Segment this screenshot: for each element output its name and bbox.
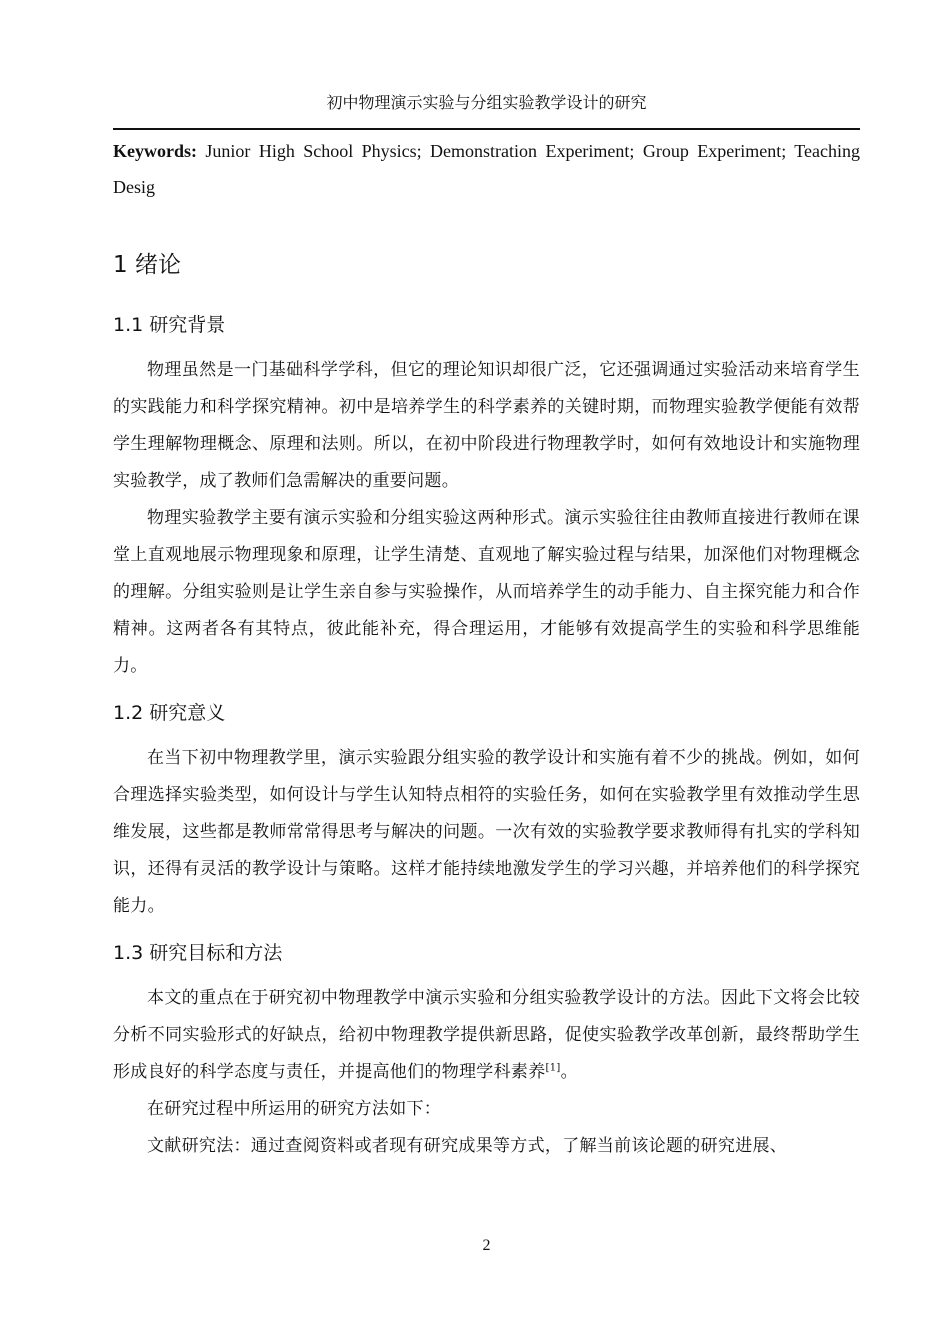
paragraph-text: 本文的重点在于研究初中物理教学中演示实验和分组实验教学设计的方法。因此下文将会比较分析不同实验形式的好缺点，给初中物理教学提供新思路，促使实验教学改革创新，最终帮助学生形成良好的科学态度与责任，并提高他们的物理学科素养	[113, 988, 860, 1082]
keywords-label: Keywords:	[113, 141, 197, 161]
paragraph: 文献研究法：通过查阅资料或者现有研究成果等方式，了解当前该论题的研究进展、	[147, 1136, 788, 1156]
running-header: 初中物理演示实验与分组实验教学设计的研究	[326, 93, 647, 112]
section-title-1-2: 1.2 研究意义	[113, 702, 226, 724]
paragraph-tail: 。	[560, 1062, 578, 1082]
paragraph: 在研究过程中所运用的研究方法如下：	[147, 1099, 442, 1119]
chapter-title: 1 绪论	[113, 252, 181, 278]
keywords-line	[113, 133, 860, 205]
citation-ref[interactable]: [1]	[545, 1062, 561, 1074]
section-title-1-3: 1.3 研究目标和方法	[113, 942, 283, 964]
paragraph: 物理虽然是一门基础科学学科，但它的理论知识却很广泛，它还强调通过实验活动来培育学生的实践能力和科学探究精神。初中是培养学生的科学素养的关键时期，而物理实验教学便能有效帮学生理解物理概念、原理和法则。所以，在初中阶段进行物理教学时，如何有效地设计和实施物理实验教学，成了教师们急需解决的重要问题。	[113, 360, 860, 491]
paragraph	[113, 980, 860, 1091]
paragraph: 物理实验教学主要有演示实验和分组实验这两种形式。演示实验往往由教师直接进行教师在课堂上直观地展示物理现象和原理，让学生清楚、直观地了解实验过程与结果，加深他们对物理概念的理解。分组实验则是让学生亲自参与实验操作，从而培养学生的动手能力、自主探究能力和合作精神。这两者各有其特点，彼此能补充，得合理运用，才能够有效提高学生的实验和科学思维能力。	[113, 508, 860, 676]
keywords-text: Junior High School Physics; Demonstration Experiment; Group Experiment; Teaching Desig	[113, 141, 860, 197]
page-content	[113, 133, 860, 1165]
header-rule	[113, 128, 860, 130]
paragraph: 在当下初中物理教学里，演示实验跟分组实验的教学设计和实施有着不少的挑战。例如，如何合理选择实验类型，如何设计与学生认知特点相符的实验任务，如何在实验教学里有效推动学生思维发展，这些都是教师常常得思考与解决的问题。一次有效的实验教学要求教师得有扎实的学科知识，还得有灵活的教学设计与策略。这样才能持续地激发学生的学习兴趣，并培养他们的科学探究能力。	[113, 748, 860, 916]
page-number: 2	[482, 1237, 491, 1254]
section-title-1-1: 1.1 研究背景	[113, 314, 226, 336]
